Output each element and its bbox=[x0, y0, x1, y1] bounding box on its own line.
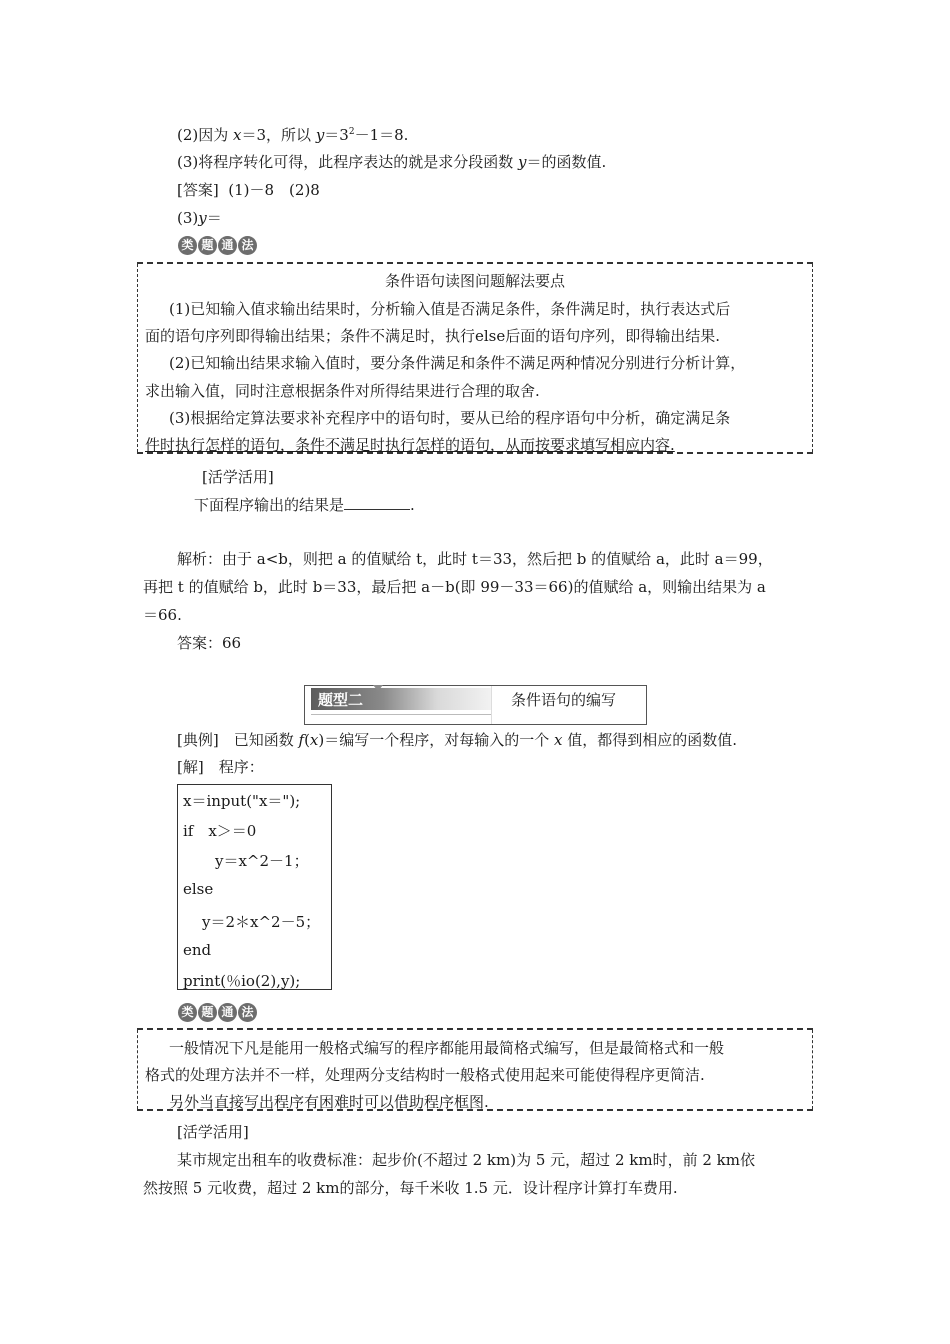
method-badge bbox=[178, 1003, 257, 1023]
analysis-line-2: 再把 t 的值赋给 b，此时 b＝33，最后把 a－b(即 99－33＝66)的值赋给 a，则输出结果为 a bbox=[143, 578, 766, 596]
badge-char: 通 bbox=[218, 236, 237, 255]
practice2-line-2: 然按照 5 元收费，超过 2 km的部分，每千米收 1.5 元．设计程序计算打车费用. bbox=[143, 1179, 678, 1197]
method-box-conditional-writing bbox=[137, 1028, 813, 1111]
answer-line-3: (3)y＝ bbox=[177, 209, 222, 227]
example-statement: [典例] 已知函数 f(x)＝编写一个程序，对每输入的一个 x 值，都得到相应的函数值. bbox=[177, 731, 738, 749]
practice2-label: [活学活用] bbox=[177, 1123, 249, 1141]
code-line: else bbox=[183, 880, 214, 898]
section-tag-label: 题型二 bbox=[318, 691, 364, 709]
method2-line-2: 格式的处理方法并不一样，处理两分支结构时一般格式使用起来可能使得程序更简洁. bbox=[145, 1066, 705, 1084]
practice-label: [活学活用] bbox=[202, 468, 274, 486]
code-line: print(％io(2),y); bbox=[183, 972, 301, 990]
answer-blank bbox=[344, 497, 410, 510]
badge-char: 法 bbox=[238, 1003, 257, 1022]
code-line: y＝x^2－1； bbox=[215, 852, 309, 870]
section-header bbox=[304, 685, 647, 725]
badge-char: 类 bbox=[178, 236, 197, 255]
badge-char: 法 bbox=[238, 236, 257, 255]
analysis-line-3: ＝66. bbox=[143, 606, 182, 624]
section-title: 条件语句的编写 bbox=[511, 691, 617, 709]
answer-label: [答案] bbox=[177, 181, 219, 199]
badge-char: 类 bbox=[178, 1003, 197, 1022]
practice-answer: 答案：66 bbox=[177, 634, 242, 652]
method2-line-1: 一般情况下凡是能用一般格式编写的程序都能用最简格式编写，但是最简格式和一般 bbox=[169, 1039, 725, 1057]
practice2-line-1: 某市规定出租车的收费标准：起步价(不超过 2 km)为 5 元，超过 2 km时，前 2 km依 bbox=[177, 1151, 755, 1169]
solve-label: [解] bbox=[177, 758, 204, 776]
solution-step-3: (3)将程序转化可得，此程序表达的就是求分段函数 y＝的函数值. bbox=[177, 153, 607, 171]
method-point-1b: 面的语句序列即得输出结果；条件不满足时，执行else后面的语句序列，即得输出结果. bbox=[145, 327, 721, 345]
tag-notch-icon bbox=[373, 685, 383, 691]
method-box-title: 条件语句读图问题解法要点 bbox=[384, 272, 565, 290]
method2-line-3: 另外当直接写出程序有困难时可以借助程序框图. bbox=[169, 1093, 489, 1111]
badge-char: 通 bbox=[218, 1003, 237, 1022]
method-badge bbox=[178, 236, 257, 256]
method-point-2a: (2)已知输出结果求输入值时，要分条件满足和条件不满足两种情况分别进行分析计算， bbox=[169, 354, 746, 372]
answer-line bbox=[177, 179, 320, 200]
badge-char: 题 bbox=[198, 1003, 217, 1022]
solve-line: [解] 程序： bbox=[177, 758, 264, 776]
method-point-2b: 求出输入值，同时注意根据条件对所得结果进行合理的取舍. bbox=[145, 382, 540, 400]
method-point-1a: (1)已知输入值求输出结果时，分析输入值是否满足条件，条件满足时，执行表达式后 bbox=[169, 300, 731, 318]
method-box-conditional-reading bbox=[137, 262, 813, 454]
solution-step-2: (2)因为 x＝3，所以 $y=3^2-1=8$. bbox=[177, 126, 409, 144]
practice-question: 下面程序输出的结果是 . bbox=[194, 496, 415, 514]
method-point-3b: 件时执行怎样的语句，条件不满足时执行怎样的语句，从而按要求填写相应内容. bbox=[145, 436, 675, 454]
analysis-line-1: 解析：由于 a<b，则把 a 的值赋给 t，此时 t＝33，然后把 b 的值赋给 a，此时 a＝99， bbox=[177, 550, 773, 568]
badge-char: 题 bbox=[198, 236, 217, 255]
section-tag bbox=[311, 688, 491, 710]
answer-text: (1)－8 (2)8 bbox=[228, 181, 320, 199]
code-line: if x＞＝0 bbox=[183, 822, 257, 840]
program-code-box bbox=[177, 784, 332, 990]
code-line: y＝2＊x^2－5； bbox=[202, 913, 321, 931]
method-point-3a: (3)根据给定算法要求补充程序中的语句时，要从已给的程序语句中分析，确定满足条 bbox=[169, 409, 731, 427]
code-line: x＝input("x＝"); bbox=[183, 792, 301, 810]
code-line: end bbox=[183, 941, 212, 959]
example-label: [典例] bbox=[177, 731, 219, 749]
